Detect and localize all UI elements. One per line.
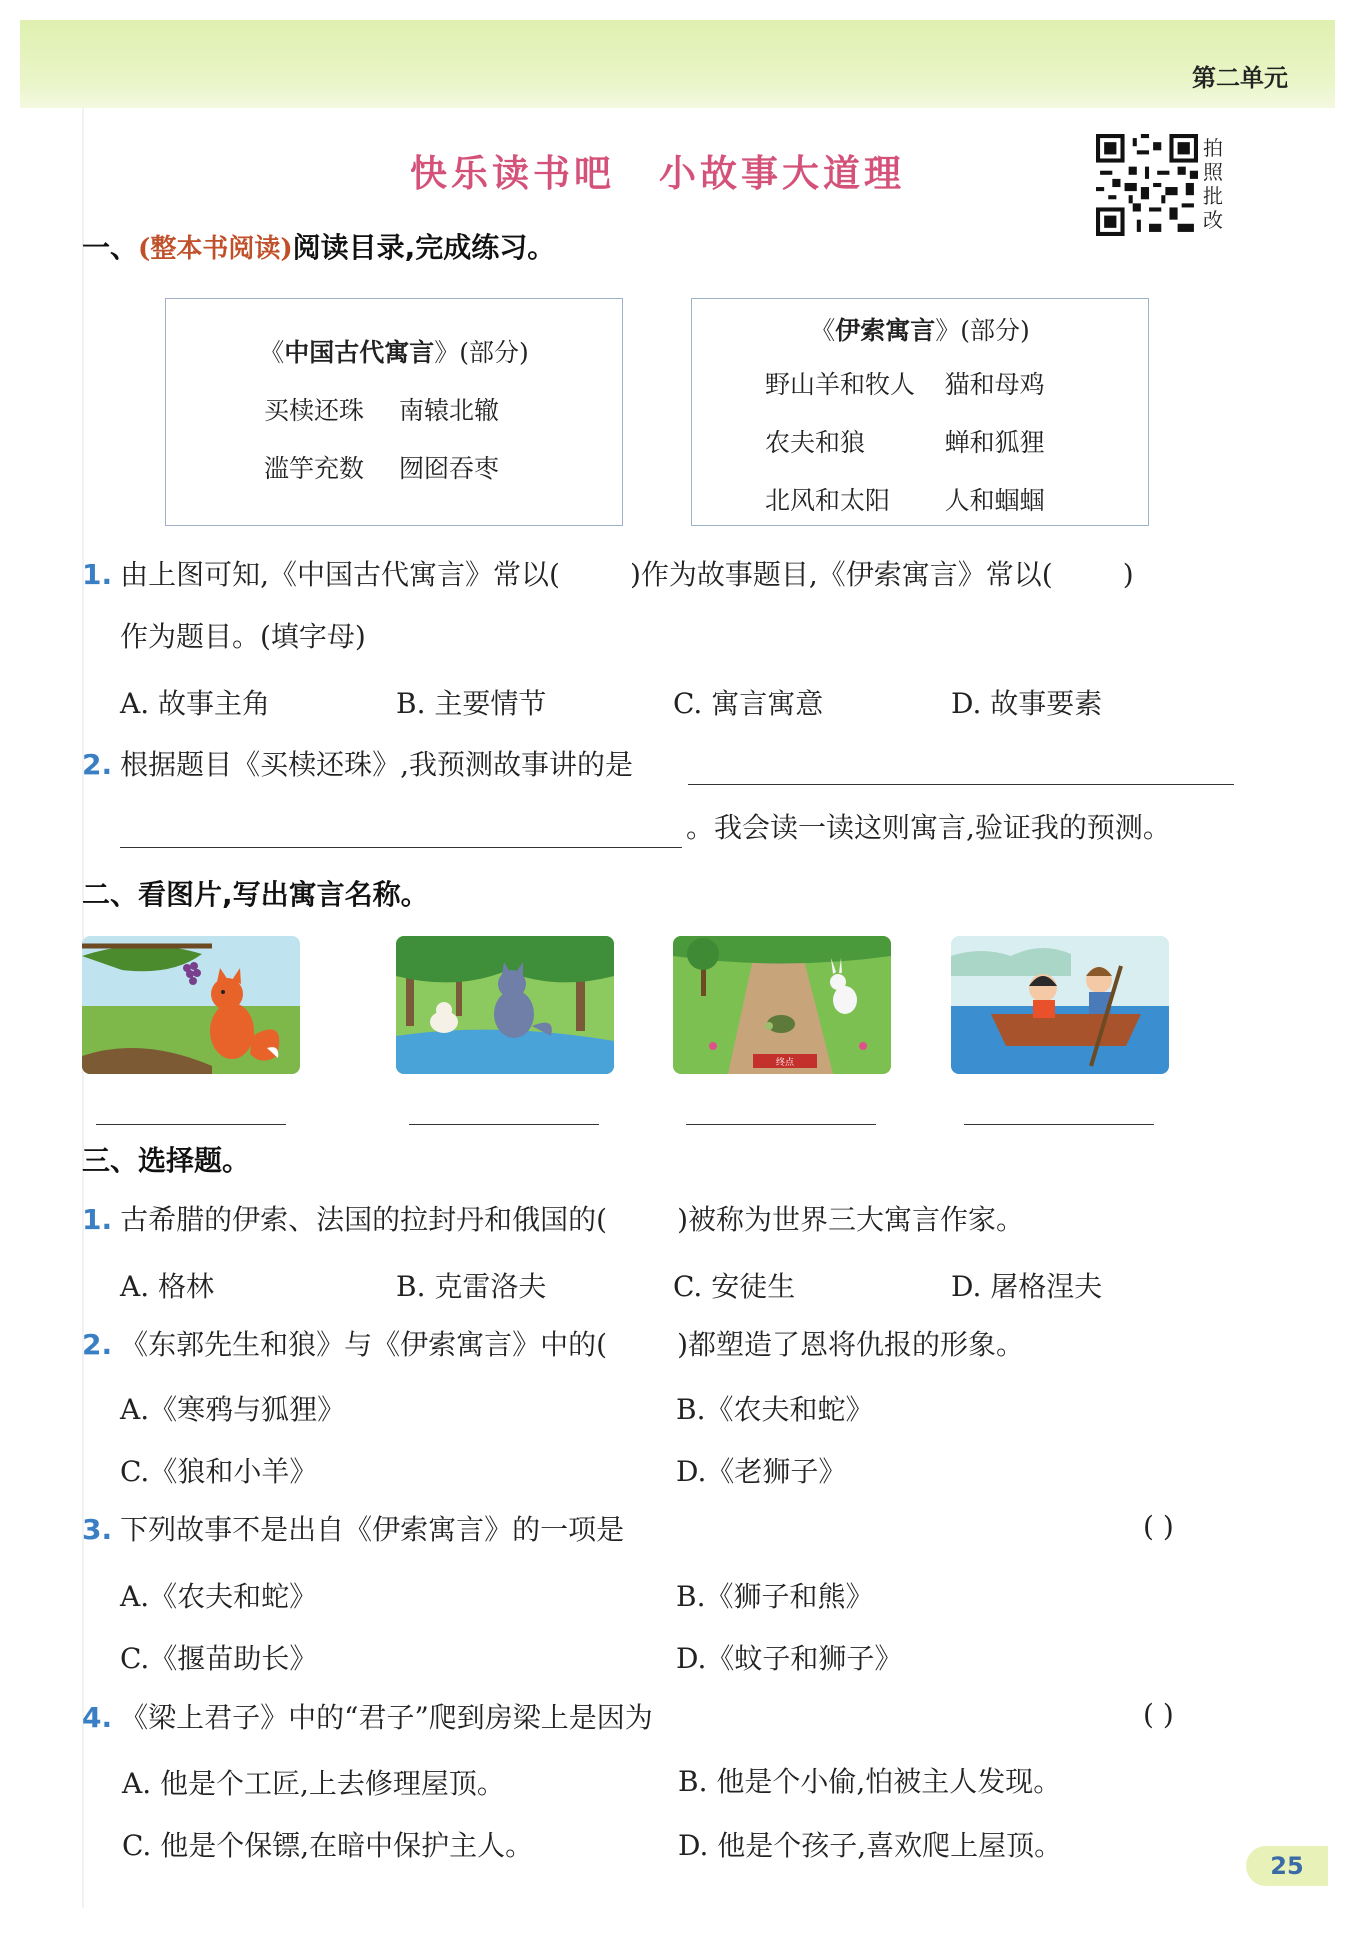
- s1-question-1: 1. 由上图可知,《中国古代寓言》常以( )作为故事题目,《伊索寓言》常以( ): [82, 558, 1134, 591]
- section1-heading-text: 阅读目录,完成练习。: [292, 231, 556, 264]
- s3q2-option-c[interactable]: C.《狼和小羊》: [120, 1455, 318, 1488]
- tortoise-and-hare-picture: [673, 936, 891, 1074]
- s3q1-option-b[interactable]: B. 克雷洛夫: [396, 1270, 547, 1303]
- wolf-and-lamb-picture: [396, 936, 614, 1074]
- s3-question-1: 1. 古希腊的伊索、法国的拉封丹和俄国的( )被称为世界三大寓言作家。: [82, 1203, 1024, 1236]
- catalog-item: 猫和母鸡: [944, 370, 1045, 399]
- s3-question-2: 2. 《东郭先生和狼》与《伊索寓言》中的( )都塑造了恩将仇报的形象。: [82, 1328, 1024, 1361]
- catalog-title-aesop: 《伊索寓言》(部分): [810, 316, 1030, 345]
- section1-heading: [82, 226, 555, 266]
- section3-heading: 三、选择题。: [82, 1144, 251, 1177]
- catalog-item: 买椟还珠: [264, 396, 365, 425]
- s3q4-option-c[interactable]: C. 他是个保镖,在暗中保护主人。: [122, 1829, 534, 1862]
- answer-line[interactable]: [688, 784, 1234, 785]
- s1-question-1-line2: 作为题目。(填字母): [120, 620, 366, 653]
- s3q3-option-b[interactable]: B.《狮子和熊》: [676, 1580, 874, 1613]
- qr-code-icon: [1096, 134, 1198, 236]
- title-part1: 快乐读书吧: [410, 152, 615, 195]
- s3q4-option-b[interactable]: B. 他是个小偷,怕被主人发现。: [678, 1765, 1062, 1798]
- s1q1-option-c[interactable]: C. 寓言寓意: [673, 687, 824, 720]
- catalog-item: 蝉和狐狸: [944, 428, 1045, 457]
- unit-label: 第二单元: [1192, 64, 1288, 92]
- header-banner: [20, 20, 1335, 108]
- s1-question-2-end: 。我会读一读这则寓言,验证我的预测。: [686, 811, 1171, 844]
- catalog-item: 囫囵吞枣: [399, 454, 500, 483]
- qr-caption: 拍照批改: [1203, 136, 1223, 232]
- answer-line[interactable]: [120, 847, 682, 848]
- s3q1-option-a[interactable]: A. 格林: [120, 1270, 215, 1303]
- s1-question-2: 2. 根据题目《买椟还珠》,我预测故事讲的是: [82, 748, 634, 781]
- catalog-box-chinese: [165, 298, 623, 526]
- s3q2-option-b[interactable]: B.《农夫和蛇》: [676, 1393, 874, 1426]
- catalog-list-aesop: [765, 365, 1075, 517]
- s1q1-option-b[interactable]: B. 主要情节: [396, 687, 547, 720]
- catalog-item: 野山羊和牧人: [765, 370, 916, 399]
- s3q4-option-d[interactable]: D. 他是个孩子,喜欢爬上屋顶。: [678, 1829, 1063, 1862]
- catalog-item: 滥竽充数: [264, 454, 365, 483]
- catalog-list-chinese: [264, 391, 524, 485]
- answer-paren[interactable]: ( ): [1143, 1510, 1174, 1543]
- finish-sign-text: 终点: [775, 1058, 795, 1068]
- answer-line-pic2[interactable]: [409, 1124, 599, 1125]
- catalog-item: 人和蝈蝈: [944, 486, 1045, 515]
- s1q1-option-a[interactable]: A. 故事主角: [120, 687, 271, 720]
- s3q3-option-a[interactable]: A.《农夫和蛇》: [120, 1580, 318, 1613]
- catalog-title-chinese: 《中国古代寓言》(部分): [259, 338, 529, 367]
- s3q2-option-d[interactable]: D.《老狮子》: [676, 1455, 847, 1488]
- title-part2: 小故事大道理: [659, 152, 905, 195]
- catalog-box-aesop: [691, 298, 1149, 526]
- section1-tag: (整本书阅读): [138, 234, 293, 264]
- page-number: 25: [1246, 1846, 1328, 1886]
- qr-code[interactable]: [1096, 134, 1198, 236]
- s3-question-3: 3. 下列故事不是出自《伊索寓言》的一项是: [82, 1513, 625, 1546]
- answer-paren[interactable]: ( ): [1143, 1698, 1174, 1731]
- s3-question-4: 4. 《梁上君子》中的“君子”爬到房梁上是因为: [82, 1701, 653, 1734]
- catalog-item: 北风和太阳: [765, 486, 891, 515]
- s3q4-option-a[interactable]: A. 他是个工匠,上去修理屋顶。: [122, 1767, 505, 1800]
- catalog-item: 农夫和狼: [765, 428, 866, 457]
- s3q1-option-c[interactable]: C. 安徒生: [673, 1270, 796, 1303]
- s3q2-option-a[interactable]: A.《寒鸦与狐狸》: [120, 1393, 346, 1426]
- boat-sword-picture: [951, 936, 1169, 1074]
- s3q3-option-d[interactable]: D.《蚊子和狮子》: [676, 1642, 903, 1675]
- s3q3-option-c[interactable]: C.《揠苗助长》: [120, 1642, 318, 1675]
- fox-and-grapes-picture: [82, 936, 300, 1074]
- section1-number: 一、: [82, 231, 139, 264]
- answer-line-pic4[interactable]: [964, 1124, 1154, 1125]
- s1q1-option-d[interactable]: D. 故事要素: [951, 687, 1103, 720]
- section2-heading: 二、看图片,写出寓言名称。: [82, 878, 429, 911]
- catalog-item: 南辕北辙: [399, 396, 500, 425]
- answer-line-pic3[interactable]: [686, 1124, 876, 1125]
- answer-line-pic1[interactable]: [96, 1124, 286, 1125]
- s3q1-option-d[interactable]: D. 屠格涅夫: [951, 1270, 1103, 1303]
